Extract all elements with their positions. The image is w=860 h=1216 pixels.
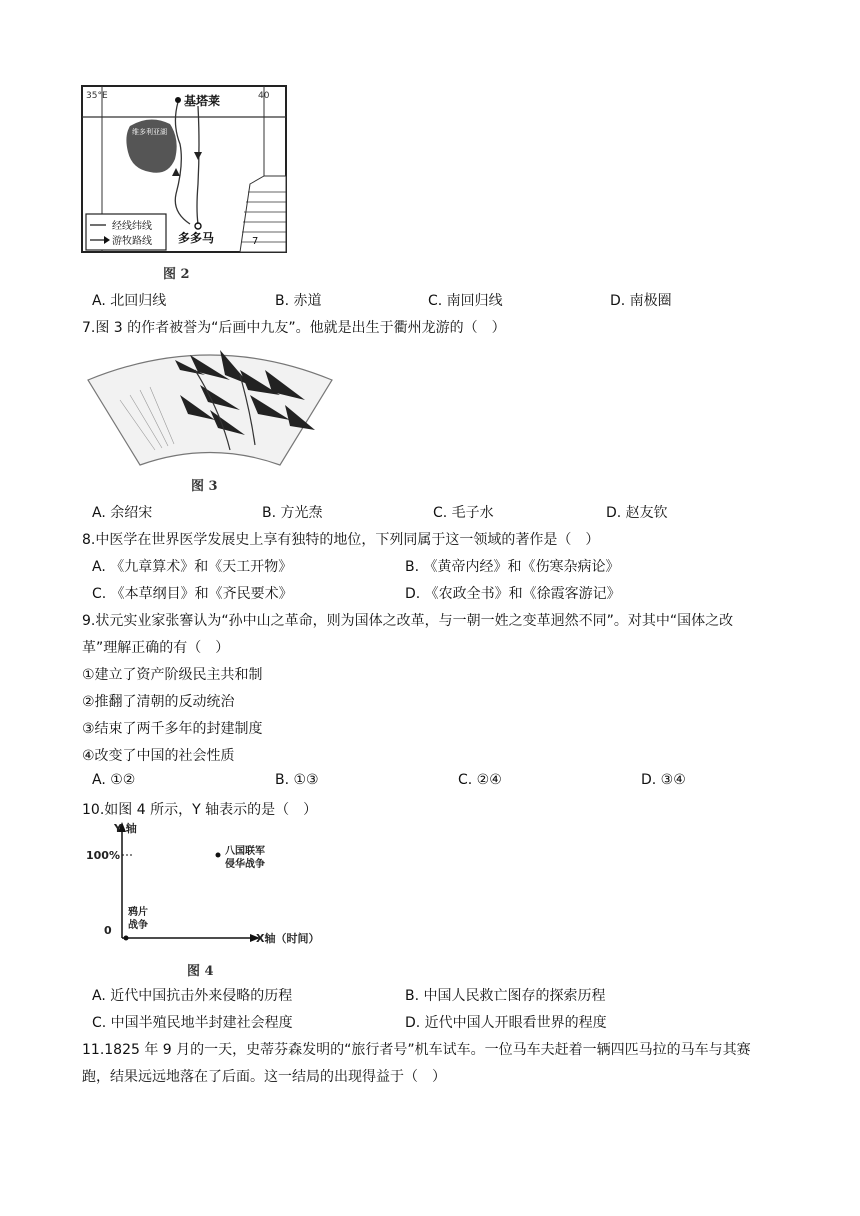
- figure-2-caption: 图 2: [163, 267, 190, 282]
- q9-option-c[interactable]: C. ②④: [458, 772, 502, 788]
- x-axis-label: X轴（时间）: [256, 932, 320, 945]
- q8-option-b[interactable]: B. 《黄帝内经》和《伤寒杂病论》: [405, 559, 620, 575]
- y-100-label: 100%: [86, 849, 120, 862]
- q6-option-d[interactable]: D. 南极圈: [610, 293, 672, 309]
- q9-option-d[interactable]: D. ③④: [641, 772, 686, 788]
- figure-2-map: [80, 84, 290, 256]
- q9-item-3: ③结束了两千多年的封建制度: [82, 721, 263, 737]
- corner-mark: 7: [252, 236, 259, 247]
- point-low-label-1: 鸦片: [128, 907, 148, 918]
- q7-option-b[interactable]: B. 方光焘: [262, 505, 323, 521]
- q10-option-a[interactable]: A. 近代中国抗击外来侵略的历程: [92, 988, 293, 1004]
- q8-option-c[interactable]: C. 《本草纲目》和《齐民要术》: [92, 586, 293, 602]
- legend-latlon: 经线纬线: [112, 221, 152, 232]
- q8-stem: 8.中医学在世界医学发展史上享有独特的地位，下列同属于这一领域的著作是（ ）: [82, 532, 600, 548]
- point-eight-nation: [216, 853, 221, 858]
- q11-stem-line2: 跑，结果远远地落在了后面。这一结局的出现得益于（ ）: [82, 1069, 446, 1085]
- q10-option-d[interactable]: D. 近代中国人开眼看世界的程度: [405, 1015, 607, 1031]
- lake-label: 维多利亚湖: [132, 128, 167, 136]
- q7-option-a[interactable]: A. 余绍宋: [92, 505, 153, 521]
- q9-stem-line2: 革”理解正确的有（ ）: [82, 640, 230, 656]
- point-high-label-2: 侵华战争: [225, 859, 265, 870]
- lon-left-label: 35°E: [86, 91, 108, 101]
- q7-option-c[interactable]: C. 毛子水: [433, 505, 494, 521]
- q7-option-d[interactable]: D. 赵友钦: [606, 505, 668, 521]
- figure-4-caption: 图 4: [187, 964, 214, 979]
- q6-option-c[interactable]: C. 南回归线: [428, 293, 503, 309]
- q10-option-b[interactable]: B. 中国人民救亡图存的探索历程: [405, 988, 606, 1004]
- q8-option-a[interactable]: A. 《九章算术》和《天工开物》: [92, 559, 293, 575]
- q9-option-b[interactable]: B. ①③: [275, 772, 319, 788]
- q9-item-2: ②推翻了清朝的反动统治: [82, 694, 235, 710]
- point-low-label-2: 战争: [128, 920, 148, 931]
- point-opium-war: [124, 936, 129, 941]
- q10-option-c[interactable]: C. 中国半殖民地半封建社会程度: [92, 1015, 293, 1031]
- figure-3-caption: 图 3: [191, 479, 218, 494]
- point-high-label-1: 八国联军: [225, 846, 265, 857]
- q9-item-4: ④改变了中国的社会性质: [82, 748, 235, 764]
- y-0-label: 0: [104, 924, 112, 937]
- q6-option-a[interactable]: A. 北回归线: [92, 293, 167, 309]
- q9-option-a[interactable]: A. ①②: [92, 772, 136, 788]
- city-north-label: 基塔莱: [184, 94, 221, 108]
- figure-4-axes: [82, 820, 332, 950]
- q9-stem-line1: 9.状元实业家张謇认为“孙中山之革命，则为国体之改革，与一朝一姓之变革迥然不同”。对其中“国体之改: [82, 613, 734, 629]
- q8-option-d[interactable]: D. 《农政全书》和《徐霞客游记》: [405, 586, 621, 602]
- figure-3-fan-painting: [80, 340, 340, 490]
- y-axis-label: Y 轴: [114, 822, 137, 835]
- q10-stem: 10.如图 4 所示，Y 轴表示的是（ ）: [82, 802, 318, 818]
- q11-stem-line1: 11.1825 年 9 月的一天，史蒂芬森发明的“旅行者号”机车试车。一位马车夫赶着一辆四匹马拉的马车与其赛: [82, 1042, 751, 1058]
- q9-item-1: ①建立了资产阶级民主共和制: [82, 667, 263, 683]
- legend-route: 游牧路线: [112, 236, 152, 247]
- lon-right-label: 40: [258, 91, 270, 101]
- q6-option-b[interactable]: B. 赤道: [275, 293, 322, 309]
- city-south-label: 多多马: [178, 231, 215, 245]
- q7-stem: 7.图 3 的作者被誉为“后画中九友”。他就是出生于衢州龙游的（ ）: [82, 320, 506, 336]
